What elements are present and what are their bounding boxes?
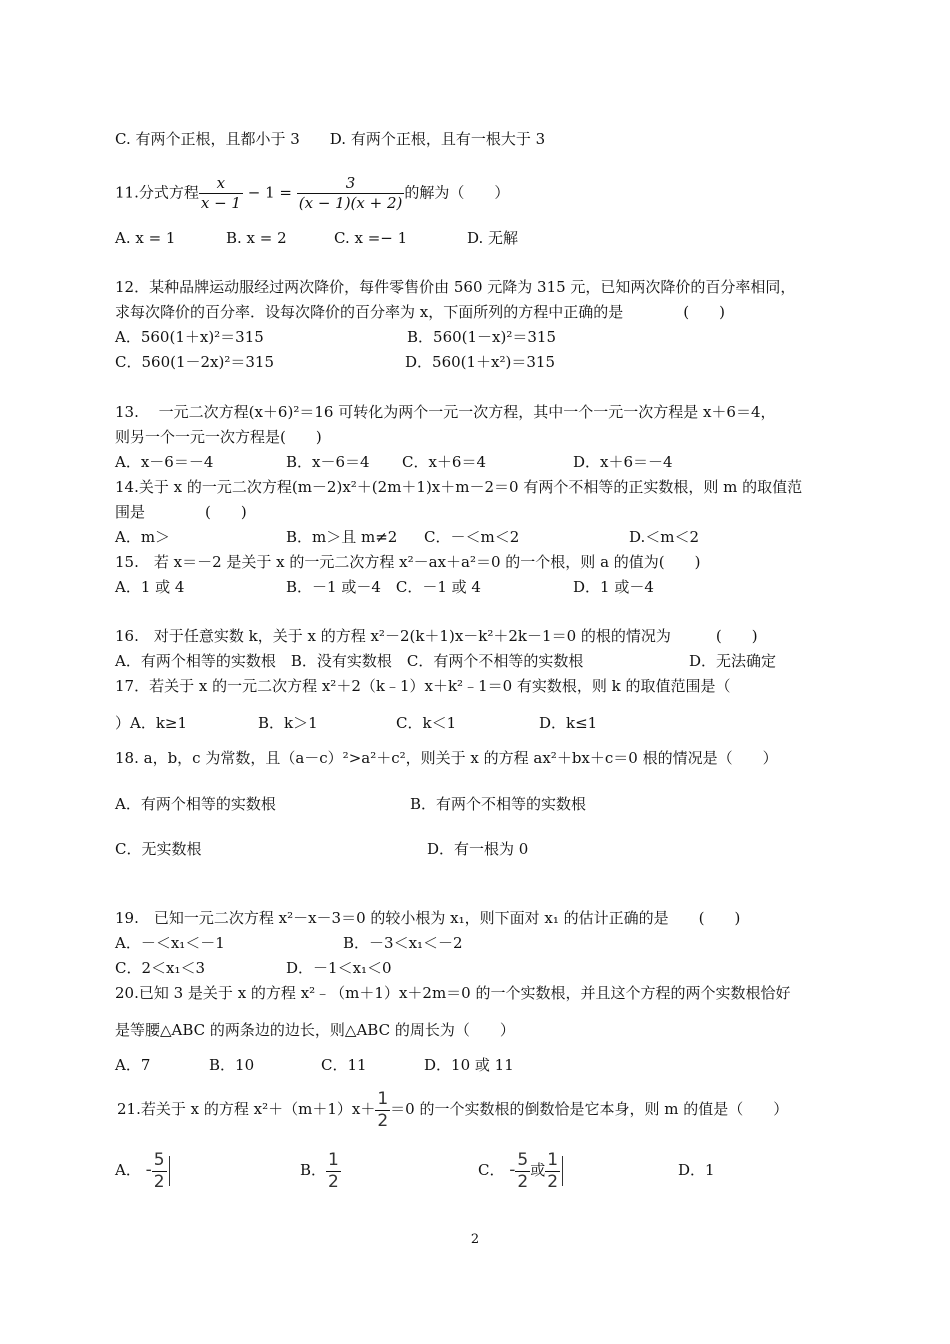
q12-option-c: C．560(1－2x)²＝315 — [115, 353, 275, 371]
q12-option-a: A．560(1＋x)²＝315 — [115, 328, 264, 346]
q13-line-1: 13. 一元二次方程(x＋6)²＝16 可转化为两个一元一次方程，其中一个一元一次方程是 x＋6＝4， — [115, 403, 776, 421]
q15-option-d: D．1 或－4 — [573, 578, 654, 596]
q20-option-b: B．10 — [209, 1056, 255, 1074]
page-number: 2 — [470, 1232, 480, 1247]
q21-question — [117, 1090, 788, 1130]
q19-option-b: B．－3＜x₁＜－2 — [343, 934, 463, 952]
q12-line-2: 求每次降价的百分率．设每次降价的百分率为 x，下面所列的方程中正确的是 ( ) — [115, 303, 725, 321]
q18-line-1: 18. a，b，c 为常数，且（a－c）²>a²＋c²，则关于 x 的方程 ax²＋bx＋c＝0 根的情况是（ ） — [115, 749, 778, 767]
q15-option-a: A．1 或 4 — [115, 578, 185, 596]
q21-fraction: $\frac{1}{2}$ — [377, 1088, 389, 1131]
q12-line-1: 12．某种品牌运动服经过两次降价，每件零售价由 560 元降为 315 元，已知两次降价的百分率相同， — [115, 278, 796, 296]
q11-option-b: B. x = 2 — [226, 229, 287, 247]
q19-option-a: A．－＜x₁＜－1 — [115, 934, 225, 952]
q20-option-d: D．10 或 11 — [424, 1056, 514, 1074]
q16-line-1: 16. 对于任意实数 k，关于 x 的方程 x²－2(k＋1)x－k²＋2k－1＝0 的根的情况为 ( ) — [115, 627, 758, 645]
q11-suffix: 的解为（ ） — [404, 183, 510, 202]
q20-line-2: 是等腰△ABC 的两条边的边长，则△ABC 的周长为（ ） — [115, 1021, 515, 1039]
q13-option-c: C．x＋6＝4 — [402, 453, 487, 471]
q17-option-d: D．k≤1 — [539, 714, 598, 732]
q18-option-d: D．有一根为 0 — [427, 840, 529, 858]
q19-line-1: 19. 已知一元二次方程 x²－x－3＝0 的较小根为 x₁，则下面对 x₁ 的估计正确的是 ( ) — [115, 909, 741, 927]
q10-options-cd: C. 有两个正根，且都小于 3 D. 有两个正根，且有一根大于 3 — [115, 130, 546, 148]
q17-option-b: B．k＞1 — [258, 714, 318, 732]
q20-option-c: C．11 — [321, 1056, 367, 1074]
q21-option-a-label: A． — [115, 1161, 141, 1179]
q21-option-c-sign: - — [509, 1160, 516, 1180]
q18-option-b: B．有两个不相等的实数根 — [410, 795, 587, 813]
q21-option-c-fraction-2: $\frac{1}{2}$ — [547, 1149, 559, 1192]
q11-question — [115, 176, 509, 211]
q16-option-d: D．无法确定 — [689, 652, 777, 670]
q21-option-c-label: C． — [478, 1161, 505, 1179]
q12-option-b: B．560(1－x)²＝315 — [407, 328, 557, 346]
cursor-bar — [169, 1156, 170, 1186]
q11-prefix: 11.分式方程 — [115, 183, 199, 202]
q21-option-c-fraction-1: $\frac{5}{2}$ — [517, 1149, 529, 1192]
q14-option-c: C．－＜m＜2 — [424, 528, 520, 546]
q21-option-c — [478, 1148, 563, 1192]
q14-option-a: A．m＞ — [115, 528, 171, 546]
q14-option-b: B．m＞且 m≠2 — [286, 528, 398, 546]
q14-option-d: D.＜m＜2 — [629, 528, 700, 546]
q21-option-c-or: 或 — [530, 1161, 546, 1179]
q21-option-b — [300, 1148, 341, 1192]
q15-option-bc: B．－1 或－4 C．－1 或 4 — [286, 578, 481, 596]
q18-option-a: A．有两个相等的实数根 — [115, 795, 276, 813]
q11-fraction-2: $\frac{3}{(x - 1)(x + 2)}$ — [298, 174, 403, 212]
q20-option-a: A．7 — [115, 1056, 151, 1074]
q12-option-d: D．560(1＋x²)＝315 — [405, 353, 556, 371]
q17-option-c: C．k＜1 — [396, 714, 457, 732]
q21-option-a-sign: - — [145, 1160, 152, 1180]
q21-option-d: D．1 — [678, 1161, 715, 1179]
q21-option-a-fraction: $\frac{5}{2}$ — [153, 1149, 165, 1192]
q13-option-d: D．x＋6＝－4 — [573, 453, 673, 471]
q16-option-abc: A．有两个相等的实数根 B．没有实数根 C．有两个不相等的实数根 — [115, 652, 584, 670]
q13-option-b: B．x－6＝4 — [286, 453, 370, 471]
q13-line-2: 则另一个一元一次方程是( ) — [115, 428, 322, 446]
q21-option-a — [115, 1148, 170, 1192]
q18-option-c: C．无实数根 — [115, 840, 202, 858]
q11-mid: − 1 = — [242, 183, 297, 202]
q11-option-a: A. x = 1 — [115, 229, 176, 247]
q21-option-b-fraction: $\frac{1}{2}$ — [328, 1149, 339, 1192]
q17-line-1: 17．若关于 x 的一元二次方程 x²＋2（k﹣1）x＋k²﹣1＝0 有实数根，则 k 的取值范围是（ — [115, 677, 731, 695]
q21-option-b-label: B． — [300, 1161, 327, 1179]
cursor-bar — [562, 1156, 563, 1186]
q14-line-2: 围是 ( ) — [115, 503, 247, 521]
q11-option-c: C. x =− 1 — [334, 229, 408, 247]
q20-line-1: 20.已知 3 是关于 x 的方程 x²﹣（m＋1）x＋2m＝0 的一个实数根，并且这个方程的两个实数根恰好 — [115, 984, 791, 1002]
q14-line-1: 14.关于 x 的一元二次方程(m－2)x²＋(2m＋1)x＋m－2＝0 有两个不相等的正实数根，则 m 的取值范 — [115, 478, 803, 496]
q11-option-d: D. 无解 — [467, 229, 519, 247]
q11-fraction-1: $\frac{x}{x - 1}$ — [200, 174, 241, 212]
q13-option-a: A．x－6＝－4 — [115, 453, 214, 471]
q17-option-a: ）A．k≥1 — [115, 714, 188, 732]
q21-prefix: 21.若关于 x 的方程 x²＋（m＋1）x＋ — [117, 1100, 376, 1118]
q21-suffix: ＝0 的一个实数根的倒数恰是它本身，则 m 的值是（ ） — [390, 1100, 789, 1118]
q19-option-c: C．2＜x₁＜3 — [115, 959, 206, 977]
q19-option-d: D．－1＜x₁＜0 — [286, 959, 392, 977]
q15-line-1: 15. 若 x＝－2 是关于 x 的一元二次方程 x²－ax＋a²＝0 的一个根，则 a 的值为( ) — [115, 553, 701, 571]
